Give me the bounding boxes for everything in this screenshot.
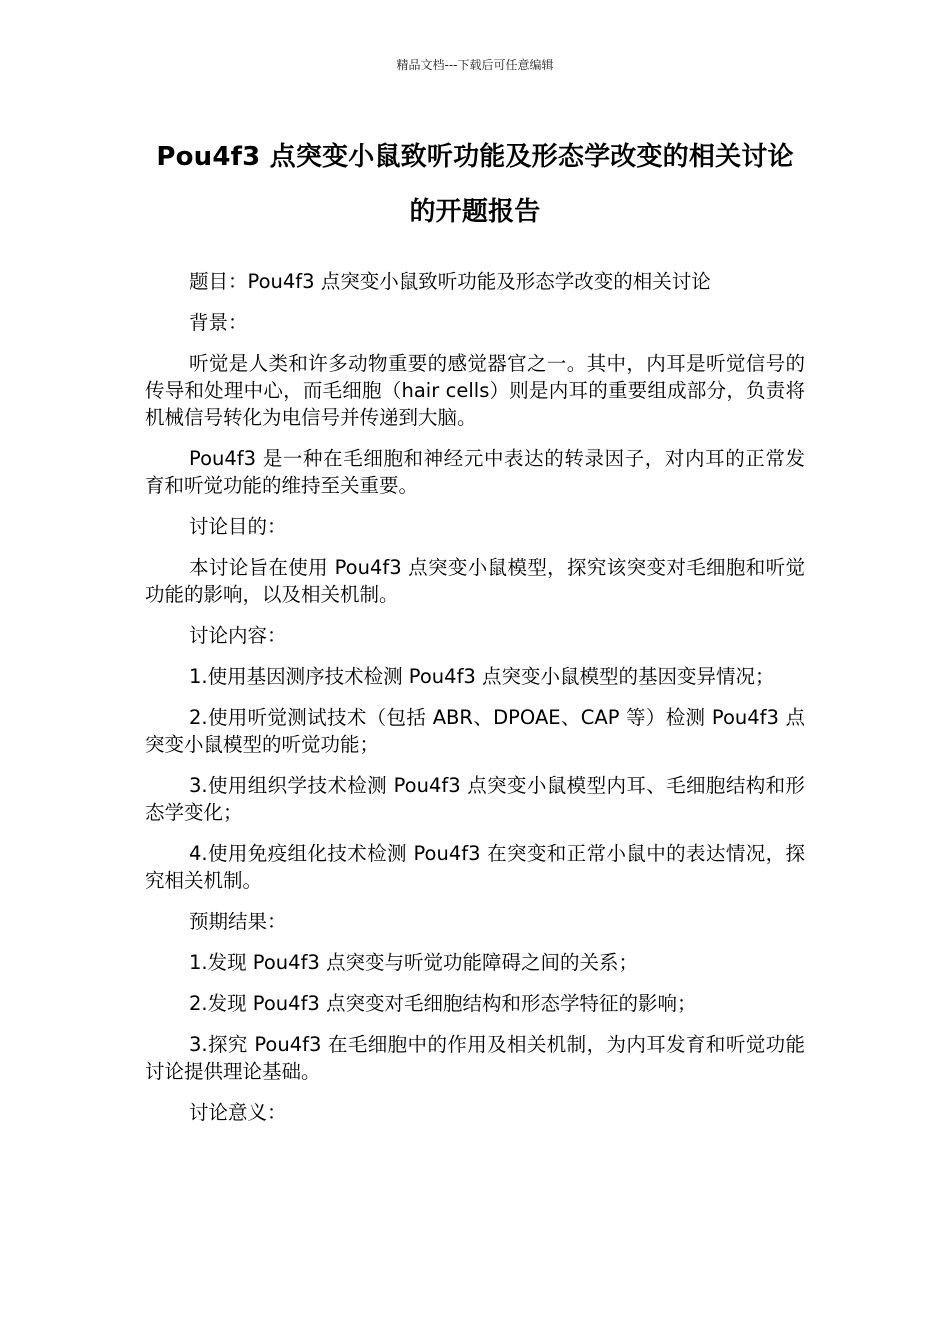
heading-background: 背景： [189, 311, 248, 334]
heading-purpose: 讨论目的： [189, 515, 287, 538]
list-item-result-3: 3.探究 Pou4f3 在毛细胞中的作用及相关机制，为内耳发育和听觉功能讨论提供理论基础。 [145, 1033, 805, 1083]
heading-expected-results: 预期结果： [189, 910, 287, 933]
document-title: Pou4f3 点突变小鼠致听功能及形态学改变的相关讨论的开题报告 [156, 142, 794, 227]
list-item-content-1: 1.使用基因测序技术检测 Pou4f3 点突变小鼠模型的基因变异情况； [189, 665, 775, 688]
paragraph-topic: 题目：Pou4f3 点突变小鼠致听功能及形态学改变的相关讨论 [189, 270, 711, 293]
list-item-content-3: 3.使用组织学技术检测 Pou4f3 点突变小鼠模型内耳、毛细胞结构和形态学变化； [145, 774, 805, 824]
header-note: 精品文档---下载后可任意编辑 [396, 58, 554, 72]
paragraph-purpose: 本讨论旨在使用 Pou4f3 点突变小鼠模型，探究该突变对毛细胞和听觉功能的影响，以及相关机制。 [145, 556, 805, 606]
paragraph-background-hearing: 听觉是人类和许多动物重要的感觉器官之一。其中，内耳是听觉信号的传导和处理中心，而毛细胞（hair cells）则是内耳的重要组成部分，负责将机械信号转化为电信号并传递到大脑。 [145, 352, 805, 429]
paragraph-background-pou4f3: Pou4f3 是一种在毛细胞和神经元中表达的转录因子，对内耳的正常发育和听觉功能的维持至关重要。 [145, 447, 805, 497]
list-item-content-2: 2.使用听觉测试技术（包括 ABR、DPOAE、CAP 等）检测 Pou4f3 点突变小鼠模型的听觉功能； [145, 706, 805, 756]
list-item-result-1: 1.发现 Pou4f3 点突变与听觉功能障碍之间的关系； [189, 951, 639, 974]
document-body [145, 268, 805, 1126]
list-item-content-4: 4.使用免疫组化技术检测 Pou4f3 在突变和正常小鼠中的表达情况，探究相关机制。 [145, 842, 805, 892]
heading-content: 讨论内容： [189, 624, 287, 647]
heading-significance: 讨论意义： [189, 1101, 287, 1124]
list-item-result-2: 2.发现 Pou4f3 点突变对毛细胞结构和形态学特征的影响； [189, 992, 697, 1015]
